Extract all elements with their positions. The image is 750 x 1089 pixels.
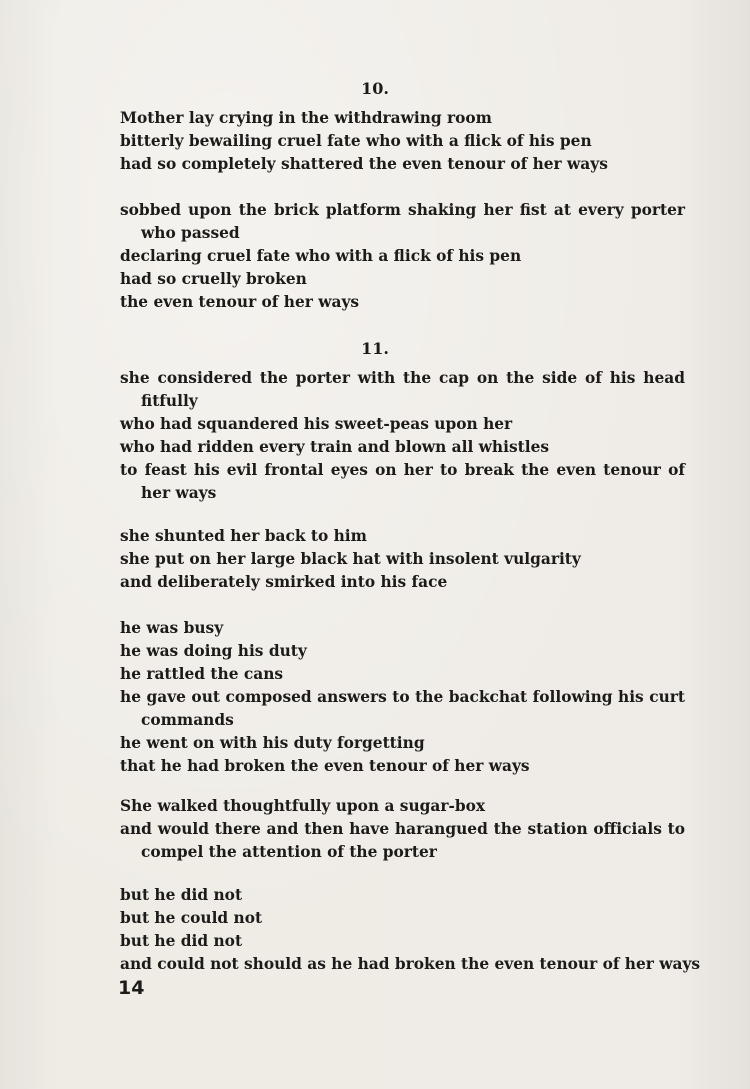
stanza [120,525,685,594]
poem-line: and deliberately smirked into his face [120,573,448,591]
stanza [120,884,701,976]
poem-line: Mother lay crying in the withdrawing room [120,109,492,127]
poem-line-continuation: fitfully [141,392,198,410]
poem-line: he was doing his duty [120,642,307,660]
poem-line: but he did not [120,886,243,904]
poem-line: She walked thoughtfully upon a sugar-box [120,797,486,815]
stanza [120,617,685,778]
stanza [120,107,685,176]
stanza [120,367,685,505]
poem-line: had so cruelly broken [120,270,307,288]
stanza [120,199,685,314]
poem-line: to feast his evil frontal eyes on her to break the even tenour of [120,461,685,479]
poem-line: but he did not [120,932,243,950]
poem-line: she considered the porter with the cap on the side of his head [120,369,685,387]
poem-line: the even tenour of her ways [120,293,360,311]
poem-line: that he had broken the even tenour of her ways [120,757,530,775]
poem-line: he went on with his duty forgetting [120,734,425,752]
poem-line: he gave out composed answers to the backchat following his curt [120,688,685,706]
poem-line: sobbed upon the brick platform shaking her fist at every porter [120,201,685,219]
section-number: 11. [361,339,389,358]
page-number: 14 [118,977,145,999]
poem-line: he was busy [120,619,224,637]
poem-line: he rattled the cans [120,665,284,683]
poem-line: but he could not [120,909,263,927]
poem-line: and would there and then have harangued the station officials to [120,820,685,838]
section-number: 10. [361,79,389,98]
poem-line: who had ridden every train and blown all whistles [120,438,550,456]
poem-line: had so completely shattered the even tenour of her ways [120,155,608,173]
poem-line: she put on her large black hat with insolent vulgarity [120,550,581,568]
poem-line-continuation: commands [141,711,234,729]
poem-line: who had squandered his sweet-peas upon her [120,415,513,433]
poem-line-continuation: who passed [141,224,240,242]
poem-line: bitterly bewailing cruel fate who with a flick of his pen [120,132,592,150]
poem-line-continuation: compel the attention of the porter [141,843,437,861]
poem-line: she shunted her back to him [120,527,367,545]
stanza [120,795,685,864]
poem-line: declaring cruel fate who with a flick of his pen [120,247,522,265]
poem-line: and could not should as he had broken the even tenour of her ways [120,955,701,973]
poem-line-continuation: her ways [141,484,217,502]
